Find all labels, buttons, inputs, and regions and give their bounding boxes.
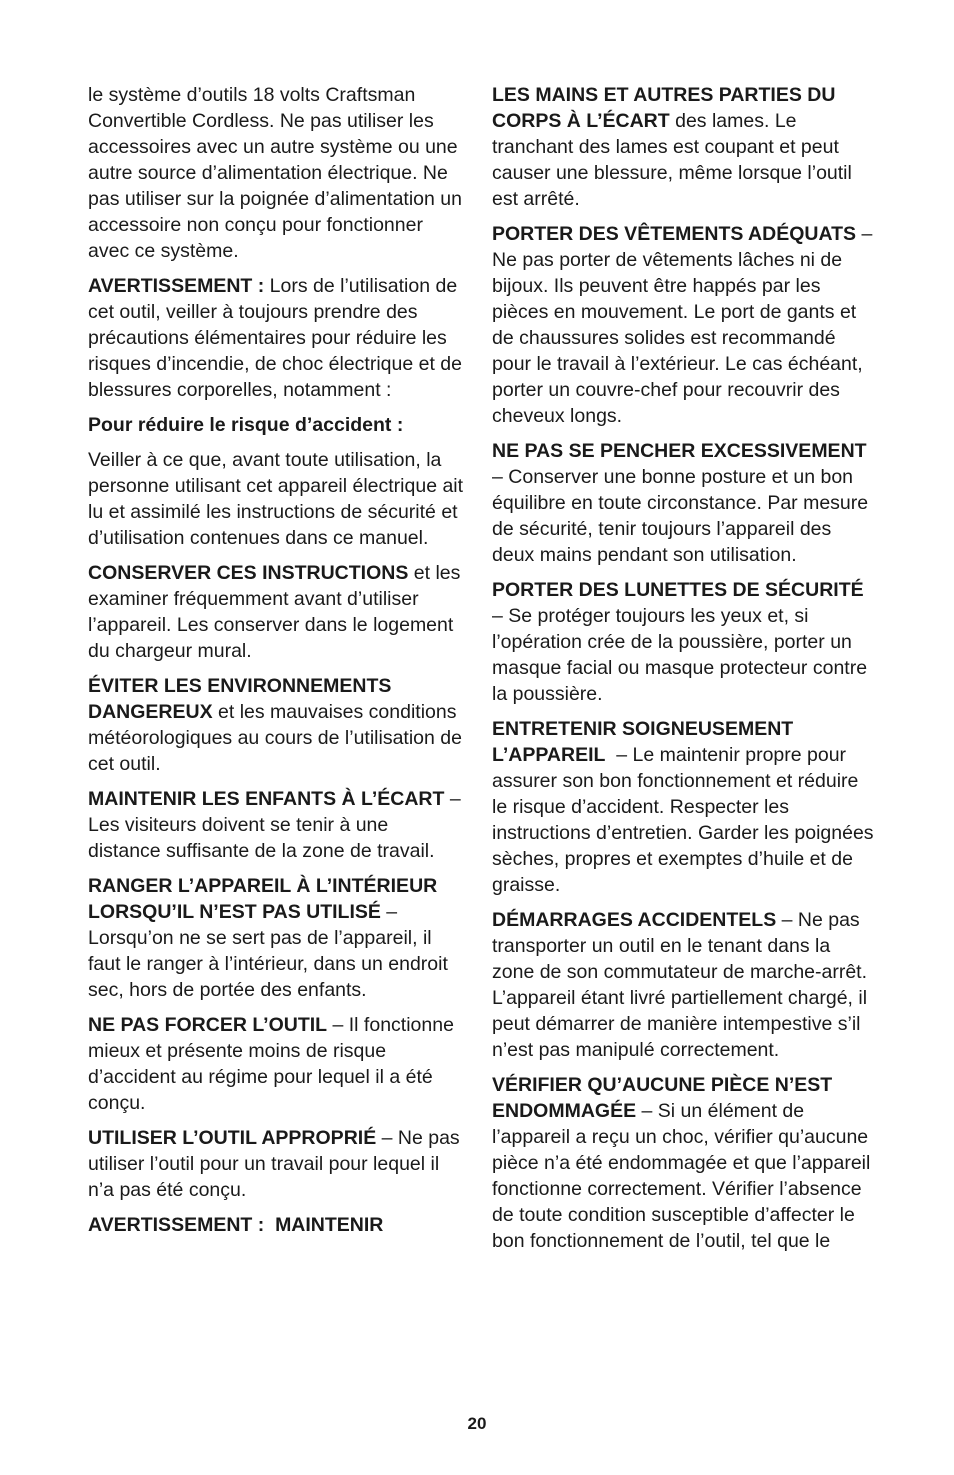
paragraph-keep-instructions [88, 560, 466, 664]
right-tool-body: – Ne pas utiliser l’outil pour un travail pour lequel il n’a pas été conçu. [88, 1127, 460, 1201]
overreach-heading: NE PAS SE PENCHER EXCESSIVEMENT [492, 440, 867, 462]
accidental-starts-heading: DÉMARRAGES ACCIDENTELS [492, 909, 777, 931]
store-tool-body: – Lorsqu’on ne se sert pas de l’appareil, il faut le ranger à l’intérieur, dans un endroit sec, hors de portée des enfants. [88, 901, 448, 1001]
children-body: – Les visiteurs doivent se tenir à une distance suffisante de la zone de travail. [88, 788, 461, 862]
maintenance-heading: ENTRETENIR SOIGNEUSEMENT L’APPAREIL [492, 718, 794, 766]
safety-glasses-body: – Se protéger toujours les yeux et, si l’opération crée de la poussière, porter un masque facial ou masque protecteur contre la poussière. [492, 605, 868, 705]
paragraph-intro: le système d’outils 18 volts Craftsman Convertible Cordless. Ne pas utiliser les accessoires avec un autre système ou une autre source d’alimentation électrique. Ne pas utiliser sur la poignée d’alimentation un accessoire non conçu pour fonctionner avec ce système. [88, 84, 462, 262]
keep-instructions-heading: CONSERVER CES INSTRUCTIONS [88, 562, 409, 584]
paragraph-children [88, 786, 466, 864]
right-tool-heading: UTILISER L’OUTIL APPROPRIÉ [88, 1127, 377, 1149]
left-column [88, 82, 466, 1247]
dangerous-environments-body: et les mauvaises conditions météorologiques au cours de l’utilisation de cet outil. [88, 701, 462, 775]
warning-maintain-heading: AVERTISSEMENT : MAINTENIR [88, 1214, 384, 1236]
keep-instructions-body: et les examiner fréquemment avant d’utiliser l’appareil. Les conserver dans le logement du chargeur mural. [88, 562, 461, 662]
paragraph-dangerous-environments [88, 673, 466, 777]
store-tool-heading: RANGER L’APPAREIL À L’INTÉRIEUR LORSQU’IL N’EST PAS UTILISÉ [88, 875, 438, 923]
paragraph-safety-glasses [492, 577, 876, 707]
maintenance-body: – Le maintenir propre pour assurer son bon fonctionnement et réduire le risque d’accident. Respecter les instructions d’entretien. Garder les poignées sèches, propres et exemptes d’huile et de graisse. [492, 744, 879, 896]
clothing-heading: PORTER DES VÊTEMENTS ADÉQUATS [492, 223, 857, 245]
dangerous-environments-heading: ÉVITER LES ENVIRONNEMENTS DANGEREUX [88, 675, 392, 723]
paragraph-overreach [492, 438, 876, 568]
damaged-parts-body: – Si un élément de l’appareil a reçu un choc, vérifier qu’aucune pièce n’a été endommagée et que l’appareil fonctionne correctement. Vérifier l’absence de toute condition susceptible d’affecter le bon fonctionnement de l’outil, tel que le [492, 1100, 871, 1252]
paragraph-store-tool [88, 873, 466, 1003]
right-column [492, 82, 879, 1263]
hands-away-body: des lames. Le tranchant des lames est coupant et peut causer une blessure, même lorsque l’outil est arrêté. [492, 110, 852, 210]
clothing-body: – Ne pas porter de vêtements lâches ni de bijoux. Ils peuvent être happés par les pièces en mouvement. Le port de gants et de chaussures solides est recommandé pour le travail à l’extérieur. Le cas échéant, porter un couvre-chef pour recouvrir des cheveux longs. [492, 223, 873, 427]
paragraph-warning [88, 273, 466, 403]
paragraph-hands-away [492, 82, 876, 212]
paragraph-do-not-force [88, 1012, 466, 1116]
page-number: 20 [467, 1414, 487, 1433]
safety-glasses-heading: PORTER DES LUNETTES DE SÉCURITÉ [492, 579, 864, 601]
paragraph-read-instructions: Veiller à ce que, avant toute utilisation, la personne utilisant cet appareil électrique ait lu et assimilé les instructions de sécurité et d’utilisation contenues dans ce manuel. [88, 449, 464, 549]
overreach-body: – Conserver une bonne posture et un bon équilibre en toute circonstance. Par mesure de sécurité, tenir toujours l’appareil des deux mains pendant son utilisation. [492, 466, 869, 566]
damaged-parts-heading: VÉRIFIER QU’AUCUNE PIÈCE N’EST ENDOMMAGÉE [492, 1074, 833, 1122]
accidental-starts-body: – Ne pas transporter un outil en le tenant dans la zone de son commutateur de marche-arrêt. L’appareil étant livré partiellement chargé, il peut démarrer de manière intempestive s’il n’est pas manipulé correctement. [492, 909, 868, 1061]
warning-heading: AVERTISSEMENT : [88, 275, 265, 297]
hands-away-heading: LES MAINS ET AUTRES PARTIES DU CORPS À L’ÉCART [492, 84, 836, 132]
do-not-force-heading: NE PAS FORCER L’OUTIL [88, 1014, 328, 1036]
do-not-force-body: – Il fonctionne mieux et présente moins de risque d’accident au régime pour lequel il a été conçu. [88, 1014, 454, 1114]
accident-subheading: Pour réduire le risque d’accident : [88, 414, 404, 436]
children-heading: MAINTENIR LES ENFANTS À L’ÉCART [88, 788, 445, 810]
paragraph-clothing [492, 221, 876, 429]
warning-body: Lors de l’utilisation de cet outil, veiller à toujours prendre des précautions élémentaires pour réduire les risques d’incendie, de choc électrique et de blessures corporelles, notamment : [88, 275, 462, 401]
paragraph-damaged-parts [492, 1072, 876, 1254]
paragraph-accidental-starts [492, 907, 876, 1063]
paragraph-right-tool [88, 1125, 466, 1203]
paragraph-maintenance [492, 716, 879, 898]
